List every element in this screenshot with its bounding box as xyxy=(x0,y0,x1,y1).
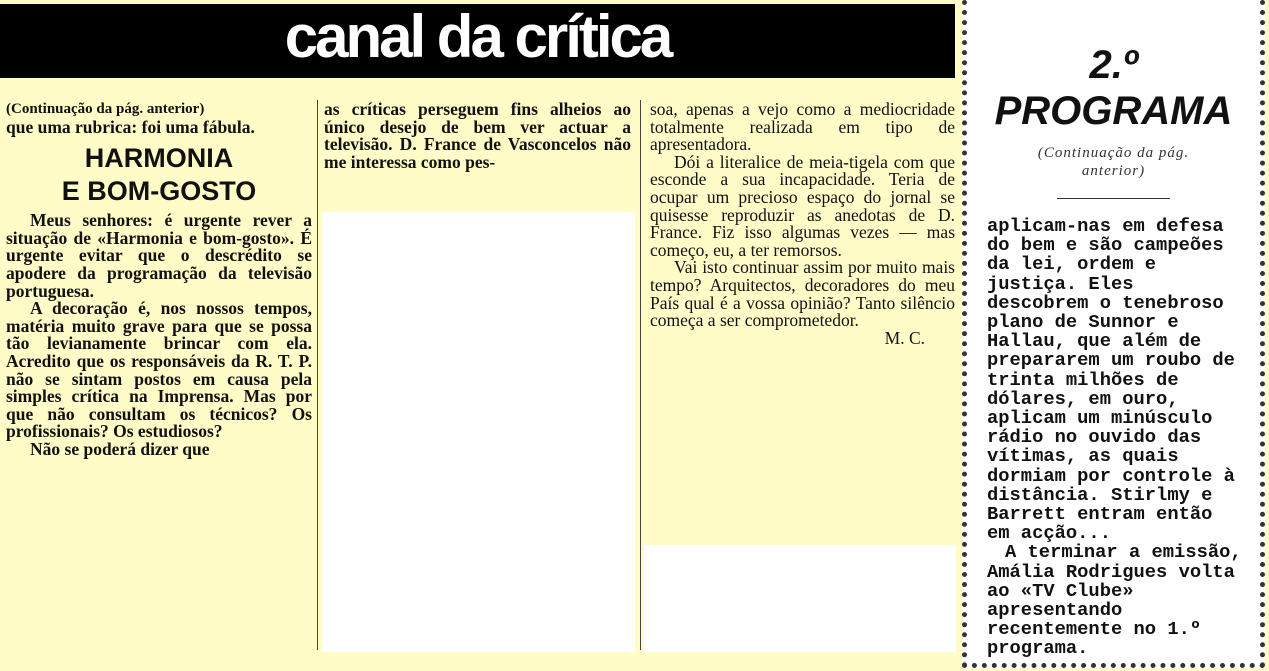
blank-space xyxy=(644,545,956,652)
section-title: canal da crítica xyxy=(284,3,671,70)
panel-subtitle: (Continuação da pág. anterior) xyxy=(1037,145,1190,179)
paragraph: Meus senhores: é urgente rever a situação de «Harmonia e bom-gosto». É urgente evitar que o descrédito se apodere da programação da televisão portuguesa. xyxy=(6,210,312,301)
paragraph: Não se poderá dizer que xyxy=(30,438,210,459)
paragraph: A terminar a emissão, Amália Rodrigues volta ao «TV Clube» apresentando recentemente no 1.º programa. xyxy=(987,541,1242,660)
paragraph: soa, apenas a vejo como a mediocridade totalmente realizada em tipo de apresentadora. xyxy=(650,99,955,155)
panel-title: 2.º PROGRAMA xyxy=(994,43,1233,133)
panel-divider xyxy=(1057,198,1170,199)
heading-harmonia: HARMONIA xyxy=(84,143,234,174)
paragraph: Dói a literalice de meia-tigela com que esconde a sua incapacidade. Teria de ocupar um precioso espaço do jornal se quisesse reproduzir as anedotas de D. France. Fiz isso algumas vezes — mas começo, eu, a ter remorsos. xyxy=(650,151,955,260)
blank-space xyxy=(322,212,635,652)
column-1 xyxy=(6,101,312,459)
heading-bom-gosto: E BOM-GOSTO xyxy=(61,176,257,207)
continuation-label: (Continuação da pág. anterior) xyxy=(6,101,205,117)
paragraph: as críticas perseguem fins alheios ao único desejo de bem ver actuar a televisão. D. France de Vasconcelos não me interessa como pes- xyxy=(324,99,631,172)
paragraph: aplicam-nas em defesa do bem e são campeões da lei, ordem e justiça. Eles descobrem o tenebroso plano de Sunnor e Hallau, que além de prepararem um roubo de trinta milhões de dólares, em ouro, aplicam um minúsculo rádio no ouvido das vítimas, as quais dormiam por controle à distância. Stirlmy e Barrett entram então em acção... xyxy=(987,215,1235,545)
intro-text: que uma rubrica: foi uma fábula. xyxy=(6,116,255,137)
paragraph: Vai isto continuar assim por muito mais tempo? Arquitectos, decoradores do meu País qual é a vossa opinião? Tanto silêncio começa a ser comprometedor. xyxy=(650,257,955,331)
column-divider xyxy=(640,100,641,650)
column-2 xyxy=(324,101,631,171)
signature: M. C. xyxy=(884,327,925,348)
panel-text xyxy=(987,217,1246,659)
paragraph: A decoração é, nos nossos tempos, matéria muito grave para que se possa tão levianamente brincar com ela. Acredito que os responsáveis da R. T. P. não se sintam postos em causa pela simples crítica na Imprensa. Mas por que não consultam os técnicos? Os profissionais? Os estudiosos? xyxy=(6,298,312,442)
programa-panel xyxy=(962,0,1265,668)
column-3 xyxy=(650,101,955,347)
column-divider xyxy=(317,100,318,650)
